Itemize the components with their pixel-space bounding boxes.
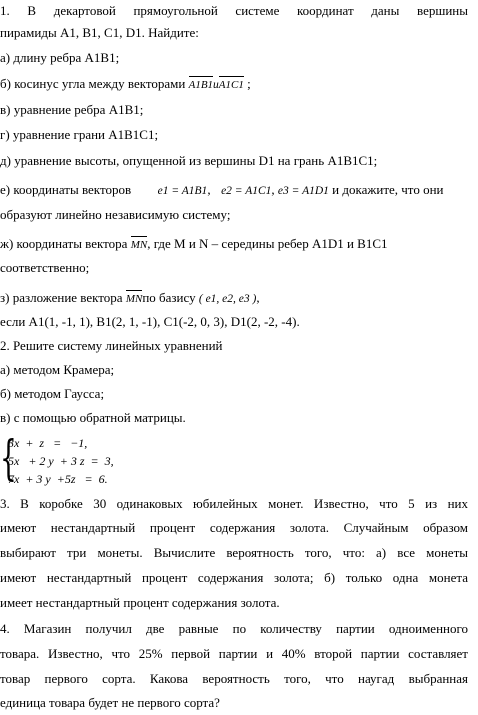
item-h-text: з) разложение вектора — [0, 290, 123, 305]
problem1-item-g-line2: соответственно; — [0, 260, 90, 275]
vector-a1c1: A1C1 — [218, 79, 244, 91]
vector-mn: MN — [130, 239, 148, 251]
problem2-item-a: а) методом Крамера; — [0, 362, 115, 377]
problem1-item-a: а) длину ребра A1B1; — [0, 50, 120, 65]
problem3-line1: 3. В коробке 30 одинаковых юбилейных монет. Известно, что 5 из них — [0, 496, 468, 511]
system-brace: { — [0, 430, 17, 486]
item-f-end: и докажите, что они — [332, 182, 444, 197]
problem4-line2: товара. Известно, что 25% первой партии и 40% второй партии составляет — [0, 646, 468, 661]
item-g-text1: ж) координаты вектора — [0, 236, 128, 251]
problem1-intro-line2: пирамиды A1, B1, C1, D1. Найдите: — [0, 25, 199, 40]
equation-system — [0, 430, 130, 487]
problem4-line4: единица товара будет не первого сорта? — [0, 695, 220, 710]
vector-e3-eq: e3 = A1D1 — [277, 185, 329, 197]
problem1-item-g — [0, 236, 388, 253]
problem2-intro: 2. Решите систему линейных уравнений — [0, 338, 223, 353]
problem1-intro-line1: 1. В декартовой прямоугольной системе координат даны вершины — [0, 3, 468, 18]
basis-e1-e2-e3: ( e1, e2, e3 ) — [198, 293, 257, 305]
vector-a1b1: A1B1 — [188, 79, 214, 91]
vector-mn-2: MN — [125, 293, 143, 305]
problem4-line1: 4. Магазин получил две равные по количеству партии одноименного — [0, 621, 468, 636]
equation-1: 3x + z = −1, — [8, 436, 88, 450]
problem1-item-b — [0, 76, 251, 93]
item-b-end: ; — [247, 76, 251, 91]
problem1-given-points: если A1(1, -1, 1), B1(2, 1, -1), C1(-2, 0, 3), D1(2, -2, -4). — [0, 314, 300, 329]
problem1-item-e: д) уравнение высоты, опущенной из вершины D1 на грань A1B1C1; — [0, 153, 378, 168]
item-h-end: , — [256, 290, 260, 305]
problem4-line3: товар первого сорта. Какова вероятность того, что наугад выбранная — [0, 671, 468, 686]
item-b-text: б) косинус угла между векторами — [0, 76, 186, 91]
problem2-item-c: в) с помощью обратной матрицы. — [0, 410, 186, 425]
problem1-item-h — [0, 290, 260, 307]
equation-3: 7x + 3 y +5z = 6. — [8, 472, 108, 486]
equation-2: 5x + 2 y + 3 z = 3, — [8, 454, 114, 468]
and-word: и — [213, 79, 219, 91]
problem1-item-d: г) уравнение грани A1B1C1; — [0, 127, 159, 142]
item-g-text2: , где M и N – середины ребер A1D1 и B1C1 — [147, 236, 388, 251]
problem3-line4: имеют нестандартный процент содержания золота; б) только одна монета — [0, 570, 468, 585]
problem1-item-c: в) уравнение ребра A1B1; — [0, 102, 144, 117]
vector-e2-eq: e2 = A1C1 — [221, 185, 272, 197]
problem1-item-f: е) координаты векторов e1 = A1B1, e2 = A1C1, e3 = A1D1 и докажите, что они — [0, 182, 444, 197]
problem2-item-b: б) методом Гаусса; — [0, 386, 105, 401]
vector-e1-eq: e1 = A1B1 — [157, 185, 208, 197]
problem3-line2: имеют нестандартный процент содержания золота. Случайным образом — [0, 520, 468, 535]
item-f-text: е) координаты векторов — [0, 182, 132, 197]
problem3-line5: имеет нестандартный процент содержания золота. — [0, 595, 280, 610]
item-h-text2: по базису — [142, 290, 196, 305]
problem3-line3: выбирают три монеты. Вычислите вероятность того, что: а) все монеты — [0, 545, 468, 560]
problem1-item-f-line2: образуют линейно независимую систему; — [0, 207, 231, 222]
